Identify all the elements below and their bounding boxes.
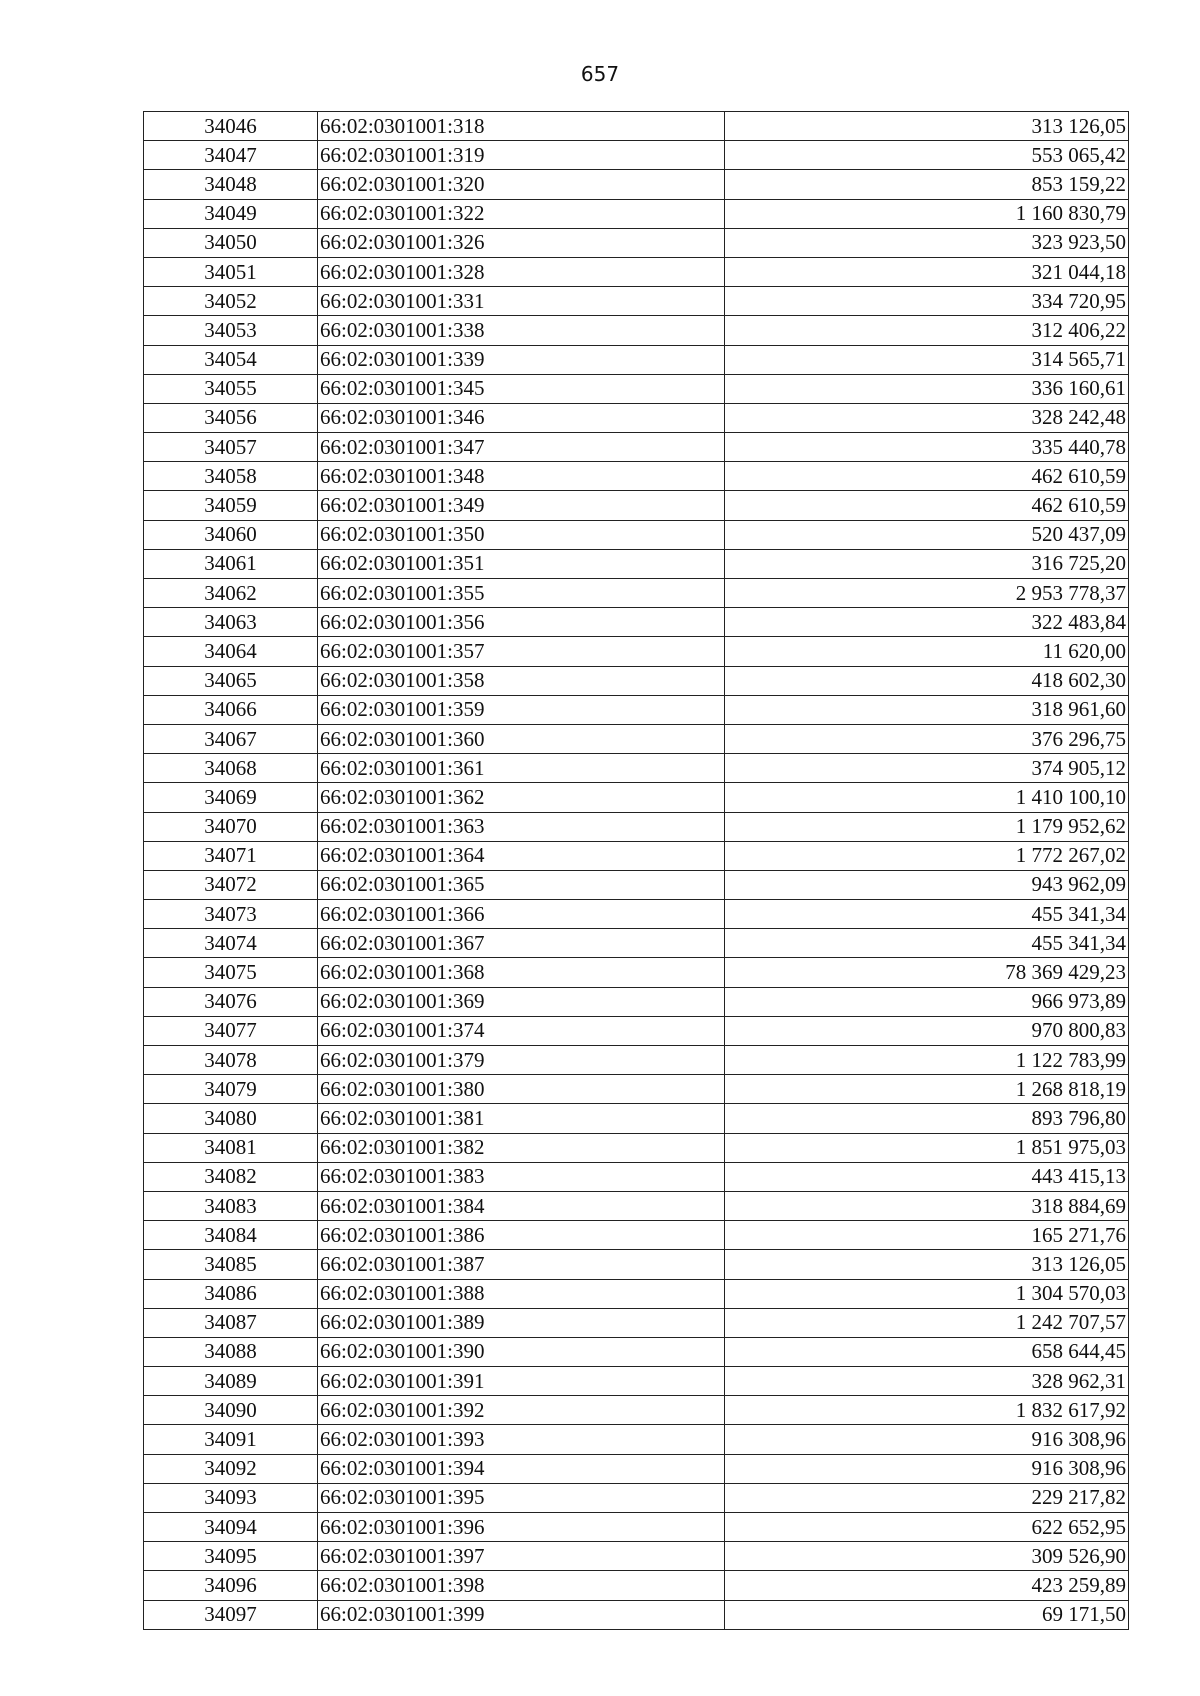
table-row [144, 579, 1129, 608]
row-number-cell: 34079 [144, 1075, 318, 1104]
cadastral-value-cell: 328 242,48 [725, 403, 1129, 432]
row-number-cell: 34065 [144, 666, 318, 695]
table-row [144, 1337, 1129, 1366]
table-row [144, 345, 1129, 374]
table-row [144, 783, 1129, 812]
cadastral-value-cell: 318 961,60 [725, 695, 1129, 724]
cadastral-number-cell: 66:02:0301001:383 [318, 1162, 725, 1191]
cadastral-number-cell: 66:02:0301001:331 [318, 287, 725, 316]
cadastral-value-cell: 423 259,89 [725, 1571, 1129, 1600]
row-number-cell: 34077 [144, 1016, 318, 1045]
cadastral-number-cell: 66:02:0301001:351 [318, 549, 725, 578]
row-number-cell: 34046 [144, 112, 318, 141]
row-number-cell: 34093 [144, 1483, 318, 1512]
cadastral-value-cell: 1 304 570,03 [725, 1279, 1129, 1308]
table-row [144, 1308, 1129, 1337]
row-number-cell: 34051 [144, 257, 318, 286]
row-number-cell: 34087 [144, 1308, 318, 1337]
cadastral-value-cell: 1 268 818,19 [725, 1075, 1129, 1104]
cadastral-value-cell: 520 437,09 [725, 520, 1129, 549]
cadastral-value-cell: 553 065,42 [725, 141, 1129, 170]
cadastral-value-cell: 374 905,12 [725, 754, 1129, 783]
row-number-cell: 34086 [144, 1279, 318, 1308]
cadastral-value-cell: 229 217,82 [725, 1483, 1129, 1512]
cadastral-number-cell: 66:02:0301001:358 [318, 666, 725, 695]
cadastral-number-cell: 66:02:0301001:397 [318, 1542, 725, 1571]
cadastral-value-cell: 1 242 707,57 [725, 1308, 1129, 1337]
cadastral-number-cell: 66:02:0301001:384 [318, 1191, 725, 1220]
table-row [144, 1250, 1129, 1279]
table-row [144, 1162, 1129, 1191]
cadastral-value-cell: 316 725,20 [725, 549, 1129, 578]
cadastral-number-cell: 66:02:0301001:338 [318, 316, 725, 345]
row-number-cell: 34047 [144, 141, 318, 170]
cadastral-value-cell: 966 973,89 [725, 987, 1129, 1016]
table-row [144, 433, 1129, 462]
cadastral-number-cell: 66:02:0301001:318 [318, 112, 725, 141]
row-number-cell: 34088 [144, 1337, 318, 1366]
row-number-cell: 34053 [144, 316, 318, 345]
cadastral-value-cell: 312 406,22 [725, 316, 1129, 345]
row-number-cell: 34085 [144, 1250, 318, 1279]
row-number-cell: 34076 [144, 987, 318, 1016]
cadastral-value-cell: 462 610,59 [725, 462, 1129, 491]
row-number-cell: 34058 [144, 462, 318, 491]
cadastral-number-cell: 66:02:0301001:396 [318, 1513, 725, 1542]
row-number-cell: 34090 [144, 1396, 318, 1425]
row-number-cell: 34084 [144, 1221, 318, 1250]
cadastral-number-cell: 66:02:0301001:355 [318, 579, 725, 608]
table-row [144, 987, 1129, 1016]
row-number-cell: 34067 [144, 724, 318, 753]
table-row [144, 1542, 1129, 1571]
row-number-cell: 34082 [144, 1162, 318, 1191]
row-number-cell: 34064 [144, 637, 318, 666]
cadastral-value-cell: 622 652,95 [725, 1513, 1129, 1542]
table-row [144, 170, 1129, 199]
table-row [144, 1191, 1129, 1220]
cadastral-number-cell: 66:02:0301001:348 [318, 462, 725, 491]
cadastral-value-cell: 1 851 975,03 [725, 1133, 1129, 1162]
cadastral-value-cell: 334 720,95 [725, 287, 1129, 316]
row-number-cell: 34055 [144, 374, 318, 403]
row-number-cell: 34074 [144, 929, 318, 958]
cadastral-value-cell: 443 415,13 [725, 1162, 1129, 1191]
table-row [144, 1133, 1129, 1162]
cadastral-value-cell: 313 126,05 [725, 112, 1129, 141]
cadastral-number-cell: 66:02:0301001:389 [318, 1308, 725, 1337]
cadastral-value-cell: 1 179 952,62 [725, 812, 1129, 841]
cadastral-number-cell: 66:02:0301001:322 [318, 199, 725, 228]
cadastral-value-cell: 1 410 100,10 [725, 783, 1129, 812]
table-row [144, 1367, 1129, 1396]
cadastral-value-cell: 318 884,69 [725, 1191, 1129, 1220]
row-number-cell: 34063 [144, 608, 318, 637]
cadastral-number-cell: 66:02:0301001:388 [318, 1279, 725, 1308]
cadastral-number-cell: 66:02:0301001:360 [318, 724, 725, 753]
table-row [144, 199, 1129, 228]
row-number-cell: 34048 [144, 170, 318, 199]
cadastral-value-cell: 1 832 617,92 [725, 1396, 1129, 1425]
table-row [144, 1571, 1129, 1600]
row-number-cell: 34080 [144, 1104, 318, 1133]
cadastral-number-cell: 66:02:0301001:386 [318, 1221, 725, 1250]
cadastral-number-cell: 66:02:0301001:339 [318, 345, 725, 374]
cadastral-value-cell: 322 483,84 [725, 608, 1129, 637]
cadastral-number-cell: 66:02:0301001:367 [318, 929, 725, 958]
cadastral-number-cell: 66:02:0301001:374 [318, 1016, 725, 1045]
table-row [144, 666, 1129, 695]
cadastral-value-cell: 309 526,90 [725, 1542, 1129, 1571]
cadastral-number-cell: 66:02:0301001:319 [318, 141, 725, 170]
cadastral-number-cell: 66:02:0301001:398 [318, 1571, 725, 1600]
row-number-cell: 34081 [144, 1133, 318, 1162]
table-row [144, 608, 1129, 637]
row-number-cell: 34060 [144, 520, 318, 549]
table-row [144, 1600, 1129, 1629]
table-row [144, 1396, 1129, 1425]
row-number-cell: 34083 [144, 1191, 318, 1220]
row-number-cell: 34091 [144, 1425, 318, 1454]
row-number-cell: 34097 [144, 1600, 318, 1629]
cadastral-value-cell: 323 923,50 [725, 228, 1129, 257]
cadastral-value-cell: 313 126,05 [725, 1250, 1129, 1279]
cadastral-number-cell: 66:02:0301001:320 [318, 170, 725, 199]
cadastral-value-cell: 853 159,22 [725, 170, 1129, 199]
cadastral-value-cell: 11 620,00 [725, 637, 1129, 666]
cadastral-value-cell: 916 308,96 [725, 1425, 1129, 1454]
table-row [144, 549, 1129, 578]
cadastral-number-cell: 66:02:0301001:382 [318, 1133, 725, 1162]
row-number-cell: 34062 [144, 579, 318, 608]
cadastral-value-cell: 943 962,09 [725, 870, 1129, 899]
row-number-cell: 34056 [144, 403, 318, 432]
table-row [144, 374, 1129, 403]
cadastral-value-cell: 658 644,45 [725, 1337, 1129, 1366]
cadastral-value-cell: 165 271,76 [725, 1221, 1129, 1250]
cadastral-number-cell: 66:02:0301001:395 [318, 1483, 725, 1512]
cadastral-value-cell: 1 122 783,99 [725, 1046, 1129, 1075]
cadastral-value-cell: 462 610,59 [725, 491, 1129, 520]
cadastral-number-cell: 66:02:0301001:346 [318, 403, 725, 432]
row-number-cell: 34092 [144, 1454, 318, 1483]
cadastral-value-cell: 418 602,30 [725, 666, 1129, 695]
cadastral-number-cell: 66:02:0301001:345 [318, 374, 725, 403]
cadastral-number-cell: 66:02:0301001:328 [318, 257, 725, 286]
row-number-cell: 34094 [144, 1513, 318, 1542]
table-row [144, 1279, 1129, 1308]
row-number-cell: 34071 [144, 841, 318, 870]
cadastral-value-cell: 2 953 778,37 [725, 579, 1129, 608]
table-row [144, 724, 1129, 753]
cadastral-value-cell: 78 369 429,23 [725, 958, 1129, 987]
cadastral-number-cell: 66:02:0301001:368 [318, 958, 725, 987]
cadastral-number-cell: 66:02:0301001:399 [318, 1600, 725, 1629]
cadastral-value-cell: 455 341,34 [725, 929, 1129, 958]
row-number-cell: 34095 [144, 1542, 318, 1571]
table-row [144, 316, 1129, 345]
cadastral-value-cell: 455 341,34 [725, 900, 1129, 929]
table-row [144, 1454, 1129, 1483]
row-number-cell: 34050 [144, 228, 318, 257]
cadastral-number-cell: 66:02:0301001:394 [318, 1454, 725, 1483]
page-number: 657 [580, 62, 620, 86]
cadastral-value-cell: 314 565,71 [725, 345, 1129, 374]
cadastral-value-cell: 1 160 830,79 [725, 199, 1129, 228]
cadastral-number-cell: 66:02:0301001:392 [318, 1396, 725, 1425]
table-row [144, 1075, 1129, 1104]
cadastral-number-cell: 66:02:0301001:356 [318, 608, 725, 637]
table-row [144, 637, 1129, 666]
table-row [144, 1513, 1129, 1542]
row-number-cell: 34061 [144, 549, 318, 578]
cadastral-value-cell: 335 440,78 [725, 433, 1129, 462]
table-row [144, 1016, 1129, 1045]
table-row [144, 958, 1129, 987]
row-number-cell: 34070 [144, 812, 318, 841]
row-number-cell: 34049 [144, 199, 318, 228]
cadastral-number-cell: 66:02:0301001:380 [318, 1075, 725, 1104]
cadastral-value-cell: 336 160,61 [725, 374, 1129, 403]
cadastral-number-cell: 66:02:0301001:391 [318, 1367, 725, 1396]
cadastral-number-cell: 66:02:0301001:366 [318, 900, 725, 929]
table-row [144, 287, 1129, 316]
cadastral-number-cell: 66:02:0301001:369 [318, 987, 725, 1016]
table-row [144, 520, 1129, 549]
row-number-cell: 34096 [144, 1571, 318, 1600]
table-row [144, 228, 1129, 257]
registry-table-body [144, 112, 1129, 1630]
cadastral-number-cell: 66:02:0301001:347 [318, 433, 725, 462]
cadastral-number-cell: 66:02:0301001:363 [318, 812, 725, 841]
row-number-cell: 34072 [144, 870, 318, 899]
cadastral-value-cell: 916 308,96 [725, 1454, 1129, 1483]
table-row [144, 1104, 1129, 1133]
row-number-cell: 34052 [144, 287, 318, 316]
cadastral-number-cell: 66:02:0301001:364 [318, 841, 725, 870]
cadastral-value-cell: 328 962,31 [725, 1367, 1129, 1396]
row-number-cell: 34059 [144, 491, 318, 520]
table-row [144, 112, 1129, 141]
row-number-cell: 34054 [144, 345, 318, 374]
cadastral-value-cell: 376 296,75 [725, 724, 1129, 753]
table-row [144, 491, 1129, 520]
cadastral-number-cell: 66:02:0301001:349 [318, 491, 725, 520]
table-row [144, 1483, 1129, 1512]
table-row [144, 870, 1129, 899]
cadastral-number-cell: 66:02:0301001:365 [318, 870, 725, 899]
table-row [144, 141, 1129, 170]
row-number-cell: 34057 [144, 433, 318, 462]
cadastral-number-cell: 66:02:0301001:350 [318, 520, 725, 549]
row-number-cell: 34073 [144, 900, 318, 929]
table-row [144, 1221, 1129, 1250]
cadastral-number-cell: 66:02:0301001:393 [318, 1425, 725, 1454]
table-row [144, 841, 1129, 870]
cadastral-value-cell: 893 796,80 [725, 1104, 1129, 1133]
table-row [144, 462, 1129, 491]
table-row [144, 257, 1129, 286]
cadastral-number-cell: 66:02:0301001:379 [318, 1046, 725, 1075]
row-number-cell: 34075 [144, 958, 318, 987]
cadastral-number-cell: 66:02:0301001:359 [318, 695, 725, 724]
cadastral-value-cell: 1 772 267,02 [725, 841, 1129, 870]
table-row [144, 812, 1129, 841]
cadastral-number-cell: 66:02:0301001:381 [318, 1104, 725, 1133]
cadastral-value-cell: 69 171,50 [725, 1600, 1129, 1629]
cadastral-value-cell: 321 044,18 [725, 257, 1129, 286]
table-row [144, 403, 1129, 432]
table-row [144, 695, 1129, 724]
registry-table [143, 111, 1129, 1630]
cadastral-number-cell: 66:02:0301001:387 [318, 1250, 725, 1279]
row-number-cell: 34068 [144, 754, 318, 783]
table-row [144, 929, 1129, 958]
cadastral-value-cell: 970 800,83 [725, 1016, 1129, 1045]
cadastral-number-cell: 66:02:0301001:362 [318, 783, 725, 812]
table-row [144, 900, 1129, 929]
cadastral-number-cell: 66:02:0301001:357 [318, 637, 725, 666]
row-number-cell: 34078 [144, 1046, 318, 1075]
row-number-cell: 34066 [144, 695, 318, 724]
row-number-cell: 34089 [144, 1367, 318, 1396]
table-row [144, 754, 1129, 783]
table-row [144, 1046, 1129, 1075]
cadastral-number-cell: 66:02:0301001:326 [318, 228, 725, 257]
cadastral-number-cell: 66:02:0301001:361 [318, 754, 725, 783]
cadastral-number-cell: 66:02:0301001:390 [318, 1337, 725, 1366]
table-row [144, 1425, 1129, 1454]
row-number-cell: 34069 [144, 783, 318, 812]
